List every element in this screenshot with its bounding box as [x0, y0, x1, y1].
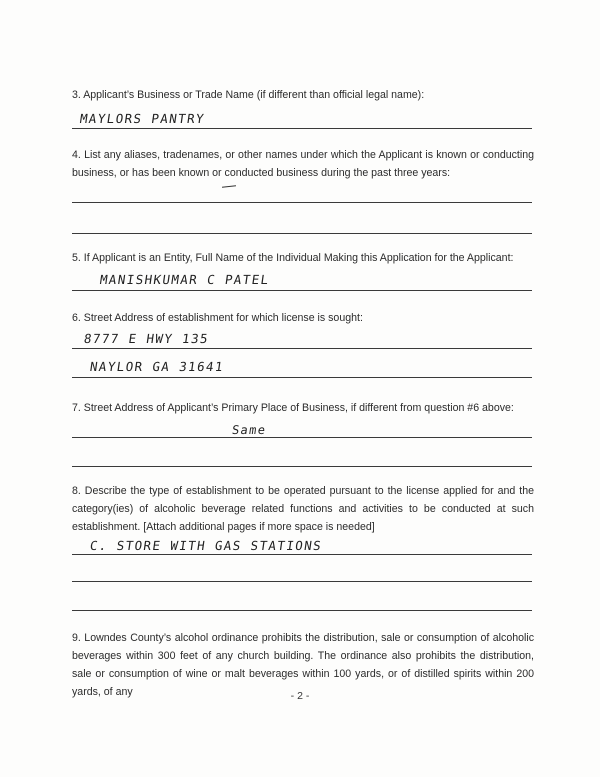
question-5-label: 5. If Applicant is an Entity, Full Name of the Individual Making this Application for the Applicant:	[72, 252, 514, 264]
question-6-label: 6. Street Address of establishment for which license is sought:	[72, 312, 363, 324]
question-7-answer: Same	[231, 423, 268, 437]
question-9-label: 9. Lowndes County’s alcohol ordinance prohibits the distribution, sale or consumption of alcoholic beverages within 300 feet of any church building. The ordinance also prohibits the distribution, sale or consumption of wine or malt beverages within 100 yards, or of distilled spirits within 200 yards, of any	[72, 632, 534, 698]
question-3-answer: MAYLORS PANTRY	[78, 111, 207, 126]
question-8-answer-line-2	[72, 581, 532, 582]
page-number: - 2 -	[290, 690, 310, 702]
question-4-answer-line-2	[72, 233, 532, 234]
question-8-label: 8. Describe the type of establishment to be operated pursuant to the license applied for and the category(ies) of alcoholic beverage related functions and activities to be conducted at such establishment. [Attach additional pages if more space is needed]	[72, 485, 534, 533]
question-7-answer-line-2	[72, 466, 532, 467]
question-4-label: 4. List any aliases, tradenames, or other names under which the Applicant is known or conducting business, or has been known or conducted business during the past three years:	[72, 149, 534, 179]
question-8-answer-line-3	[72, 610, 532, 611]
question-5-answer: MANISHKUMAR C PATEL	[98, 272, 271, 287]
question-7-label: 7. Street Address of Applicant’s Primary Place of Business, if different from question #6 above:	[72, 402, 514, 414]
question-6-answer-line-1-rule	[72, 348, 532, 349]
question-7-answer-line-1	[72, 437, 532, 438]
question-8-answer: C. STORE WITH GAS STATIONS	[88, 538, 324, 553]
question-6-answer-line-1: 8777 E HWY 135	[82, 331, 211, 346]
question-4-answer-line-1	[72, 202, 532, 203]
question-3-label: 3. Applicant’s Business or Trade Name (if different than official legal name):	[72, 89, 425, 101]
question-6-answer-line-2: NAYLOR GA 31641	[88, 359, 225, 374]
question-6-answer-line-2-rule	[72, 377, 532, 378]
question-3-answer-line	[72, 128, 532, 129]
question-8-answer-line-1	[72, 554, 532, 555]
question-4-answer-mark	[222, 185, 236, 187]
question-5-answer-line	[72, 290, 532, 291]
